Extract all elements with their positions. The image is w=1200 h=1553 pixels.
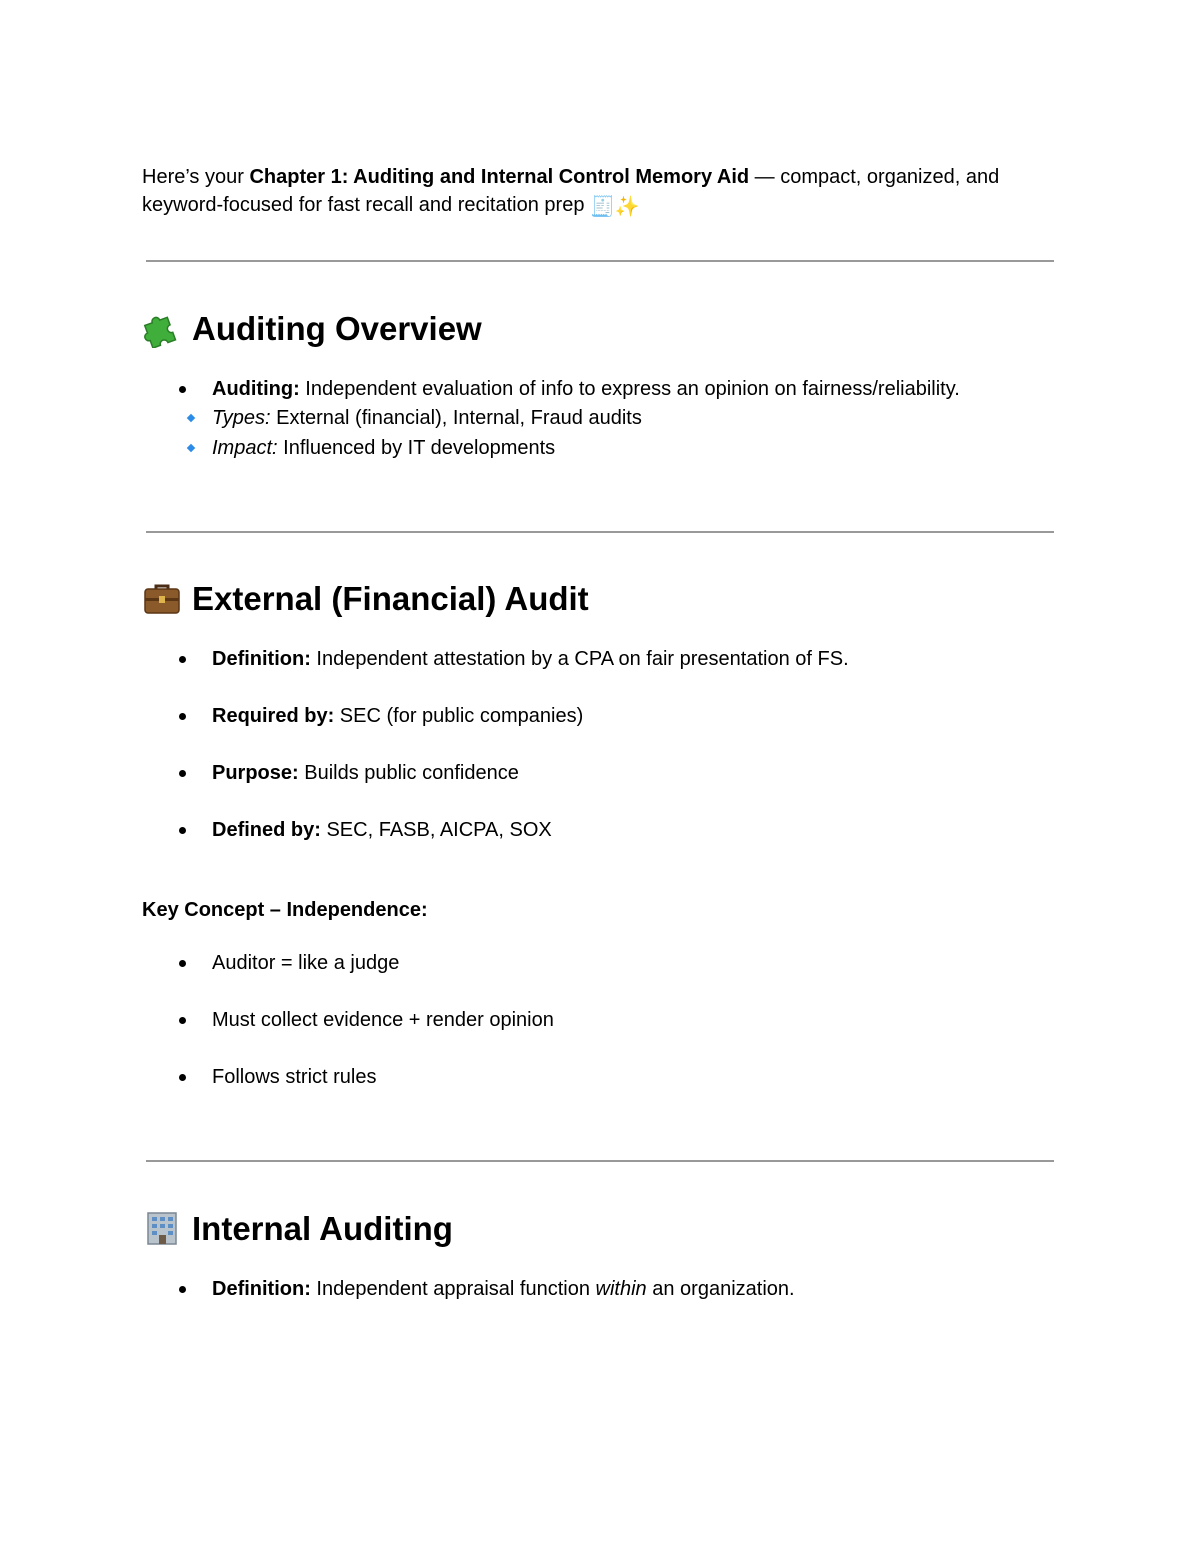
overview-list xyxy=(142,375,960,463)
divider xyxy=(146,1160,1054,1162)
item-text: Builds public confidence xyxy=(298,762,519,784)
list-item: Must collect evidence + render opinion xyxy=(142,1006,554,1034)
item-text: SEC, FASB, AICPA, SOX xyxy=(320,819,552,841)
divider xyxy=(146,260,1054,262)
external-list xyxy=(142,645,849,873)
sub-item-text: External (financial), Internal, Fraud audits xyxy=(270,407,642,429)
key-concept-heading: Key Concept – Independence: xyxy=(142,899,428,921)
sub-item-label: Types: xyxy=(212,407,271,429)
item-label: Defined by: xyxy=(212,819,321,841)
list-item xyxy=(142,645,849,673)
item-text: SEC (for public companies) xyxy=(334,705,584,727)
list-item: Follows strict rules xyxy=(142,1063,554,1091)
receipt-sparkles-icon: 🧾✨ xyxy=(590,196,640,218)
item-label: Purpose: xyxy=(212,762,299,784)
sub-item-label: Impact: xyxy=(212,437,278,459)
section-title: Internal Auditing xyxy=(192,1210,453,1247)
list-item xyxy=(142,702,849,730)
list-item xyxy=(142,816,849,844)
list-item xyxy=(142,759,849,787)
section-title: Auditing Overview xyxy=(192,310,482,347)
list-item xyxy=(142,1275,795,1303)
list-item xyxy=(142,375,960,463)
item-text: Independent evaluation of info to express an opinion on fairness/reliability. xyxy=(299,378,960,400)
sub-list-item xyxy=(172,403,960,433)
section-heading-auditing-overview xyxy=(142,308,482,349)
intro-title: Chapter 1: Auditing and Internal Control Memory Aid xyxy=(249,166,750,188)
sub-list-item xyxy=(172,433,960,463)
item-label: Definition: xyxy=(212,1278,311,1300)
internal-list xyxy=(142,1275,795,1303)
intro-suffix: — compact, organized, and keyword-focused for fast recall and recitation prep xyxy=(142,166,1000,216)
item-emphasis: within xyxy=(595,1278,647,1300)
section-title: External (Financial) Audit xyxy=(192,580,589,617)
key-concept-list xyxy=(142,949,554,1120)
sub-list xyxy=(172,403,960,463)
item-label: Definition: xyxy=(212,648,311,670)
list-item: Auditor = like a judge xyxy=(142,949,554,977)
office-building-icon xyxy=(142,1208,182,1248)
item-text: an organization. xyxy=(646,1278,795,1300)
item-text: Independent attestation by a CPA on fair presentation of FS. xyxy=(310,648,849,670)
divider xyxy=(146,531,1054,533)
puzzle-icon xyxy=(142,308,182,348)
item-label: Auditing: xyxy=(212,378,300,400)
section-heading-external-audit xyxy=(142,578,589,619)
intro-prefix: Here’s your xyxy=(142,166,250,188)
briefcase-icon xyxy=(142,578,182,618)
item-text: Independent appraisal function xyxy=(310,1278,596,1300)
sub-item-text: Influenced by IT developments xyxy=(277,437,556,459)
intro-paragraph xyxy=(142,163,1042,221)
item-label: Required by: xyxy=(212,705,335,727)
section-heading-internal-auditing xyxy=(142,1208,453,1249)
